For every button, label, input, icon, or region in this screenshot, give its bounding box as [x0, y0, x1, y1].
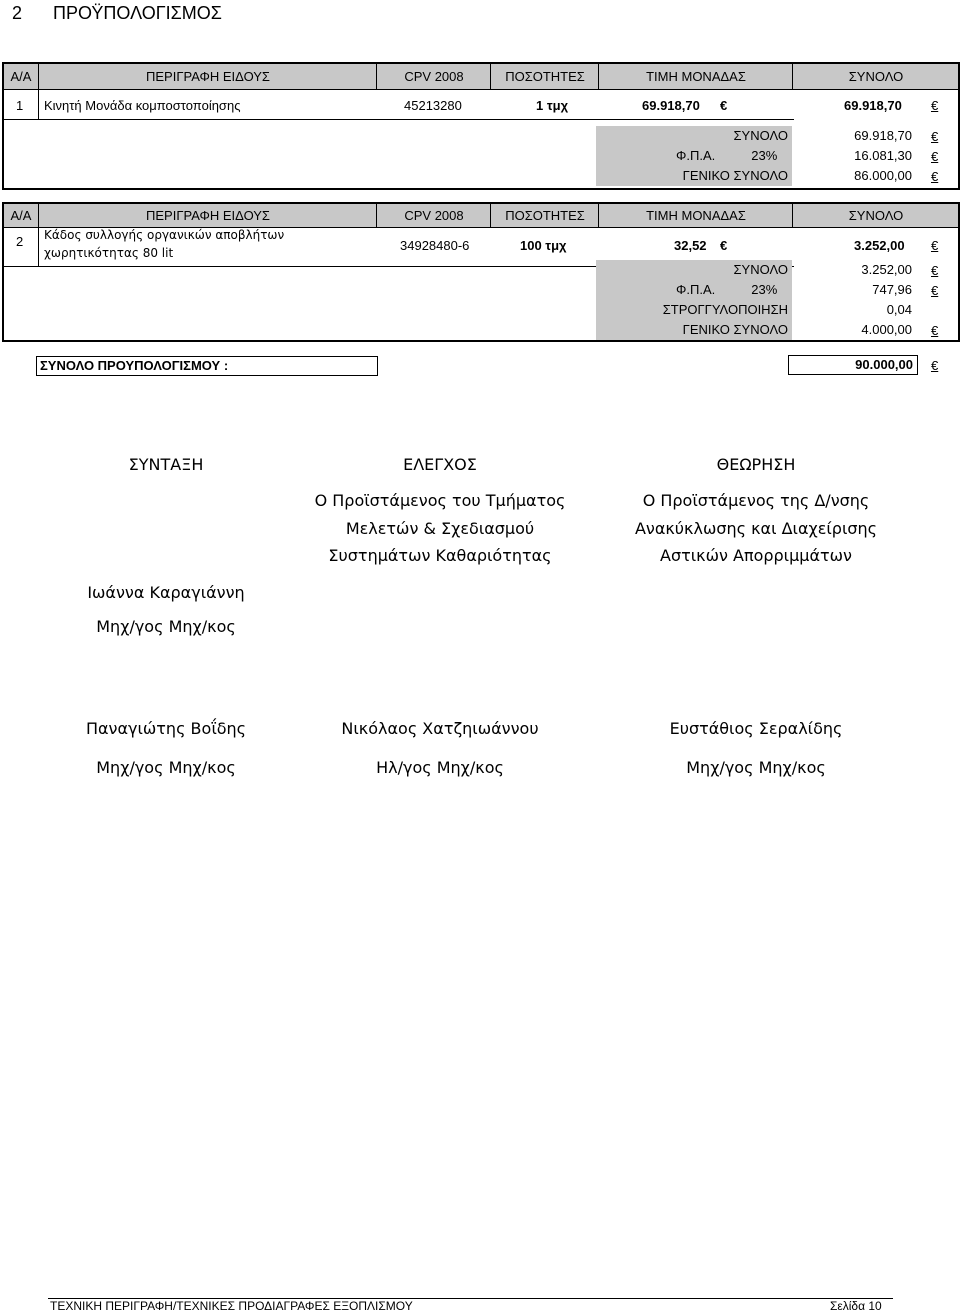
header-unit-price: ΤΙΜΗ ΜΟΝΑΔΑΣ	[646, 208, 746, 223]
header-total: ΣΥΝΟΛΟ	[848, 69, 904, 84]
euro-icon: €	[931, 238, 939, 253]
approve-role-line1: Ο Προϊστάμενος της Δ/νσης	[642, 491, 870, 510]
row-description-line2: χωρητικότητας 80 lit	[44, 246, 174, 260]
row-aa: 1	[16, 98, 24, 113]
footer-document-title: ΤΕΧΝΙΚΗ ΠΕΡΙΓΡΑΦΗ/ΤΕΧΝΙΚΕΣ ΠΡΟΔΙΑΓΡΑΦΕΣ ΕΞΟΠΛΙΣΜΟΥ	[50, 1299, 413, 1313]
committee-title-2: Ηλ/γος Μηχ/κος	[376, 758, 504, 777]
euro-icon: €	[931, 149, 939, 164]
summary-label: ΓΕΝΙΚΟ ΣΥΝΟΛΟ	[596, 166, 792, 186]
header-description: ΠΕΡΙΓΡΑΦΗ ΕΙΔΟΥΣ	[146, 69, 270, 84]
header-description: ΠΕΡΙΓΡΑΦΗ ΕΙΔΟΥΣ	[146, 208, 270, 223]
summary-value: 69.918,70	[854, 128, 912, 143]
row-quantity: 1 τμχ	[536, 98, 569, 113]
header-quantity: ΠΟΣΟΤΗΤΕΣ	[505, 69, 585, 84]
compose-title: Μηχ/γος Μηχ/κος	[96, 617, 236, 636]
approve-role-line2: Ανακύκλωσης και Διαχείρισης	[634, 519, 878, 538]
grand-total-value: 90.000,00	[788, 355, 918, 375]
row-unit-price: 32,52	[674, 238, 707, 253]
row-aa: 2	[16, 234, 24, 249]
header-cpv: CPV 2008	[404, 69, 464, 84]
row-total: 69.918,70	[844, 98, 902, 113]
header-total: ΣΥΝΟΛΟ	[848, 208, 904, 223]
row-description: Κινητή Μονάδα κομποστοποίησης	[44, 98, 241, 113]
summary-label: ΣΥΝΟΛΟ	[596, 126, 792, 146]
summary-label: ΣΤΡΟΓΓΥΛΟΠΟΙΗΣΗ	[596, 300, 792, 320]
euro-icon: €	[931, 283, 939, 298]
summary-label: ΓΕΝΙΚΟ ΣΥΝΟΛΟ	[596, 320, 792, 340]
check-role-line2: Μελετών & Σχεδιασμού	[345, 519, 535, 538]
summary-value: 4.000,00	[861, 322, 912, 337]
check-role-line3: Συστημάτων Καθαριότητας	[328, 546, 552, 565]
header-cpv: CPV 2008	[404, 208, 464, 223]
row-description-line1: Κάδος συλλογής οργανικών αποβλήτων	[44, 228, 285, 242]
euro-icon: €	[931, 323, 939, 338]
summary-label: ΣΥΝΟΛΟ	[596, 260, 792, 280]
euro-icon: €	[931, 129, 939, 144]
approve-heading: ΘΕΩΡΗΣΗ	[716, 455, 796, 474]
table-header-row	[4, 204, 958, 228]
euro-icon: €	[931, 169, 939, 184]
summary-label: Φ.Π.Α. 23%	[596, 280, 792, 300]
summary-value: 0,04	[886, 302, 912, 317]
row-quantity: 100 τμχ	[520, 238, 567, 253]
budget-table-2	[2, 202, 960, 342]
section-number: 2	[12, 3, 23, 23]
committee-name-1: Παναγιώτης Βοΐδης	[85, 719, 247, 738]
euro-icon: €	[931, 263, 939, 278]
summary-value: 747,96	[872, 282, 912, 297]
row-cpv: 34928480-6	[400, 238, 470, 253]
committee-name-3: Ευστάθιος Σεραλίδης	[669, 719, 843, 738]
summary-value: 16.081,30	[854, 148, 912, 163]
grand-total-label: ΣΥΝΟΛΟ ΠΡΟΥΠΟΛΟΓΙΣΜΟΥ :	[36, 356, 378, 376]
summary-label: Φ.Π.Α. 23%	[596, 146, 792, 166]
section-title: ΠΡΟΫΠΟΛΟΓΙΣΜΟΣ	[53, 3, 222, 23]
header-aa: Α/Α	[10, 208, 32, 223]
summary-value: 3.252,00	[861, 262, 912, 277]
committee-name-2: Νικόλαος Χατζηιωάννου	[341, 719, 539, 738]
table-header-row	[4, 64, 958, 90]
check-role-line1: Ο Προϊστάμενος του Τμήματος	[314, 491, 566, 510]
header-aa: Α/Α	[10, 69, 32, 84]
euro-icon: €	[931, 98, 939, 113]
compose-name: Ιωάννα Καραγιάννη	[87, 583, 245, 602]
approve-role-line3: Αστικών Απορριμμάτων	[660, 546, 852, 565]
row-cpv: 45213280	[404, 98, 462, 113]
footer-page-number: Σελίδα 10	[830, 1299, 882, 1313]
header-quantity: ΠΟΣΟΤΗΤΕΣ	[505, 208, 585, 223]
summary-value: 86.000,00	[854, 168, 912, 183]
euro-icon: €	[720, 238, 728, 253]
committee-title-1: Μηχ/γος Μηχ/κος	[96, 758, 236, 777]
header-unit-price: ΤΙΜΗ ΜΟΝΑΔΑΣ	[646, 69, 746, 84]
euro-icon: €	[931, 358, 939, 373]
row-total: 3.252,00	[854, 238, 905, 253]
budget-table-1	[2, 62, 960, 190]
committee-title-3: Μηχ/γος Μηχ/κος	[686, 758, 826, 777]
compose-heading: ΣΥΝΤΑΞΗ	[128, 455, 204, 474]
row-unit-price: 69.918,70	[642, 98, 700, 113]
check-heading: ΕΛΕΓΧΟΣ	[403, 455, 477, 474]
euro-icon: €	[720, 98, 728, 113]
